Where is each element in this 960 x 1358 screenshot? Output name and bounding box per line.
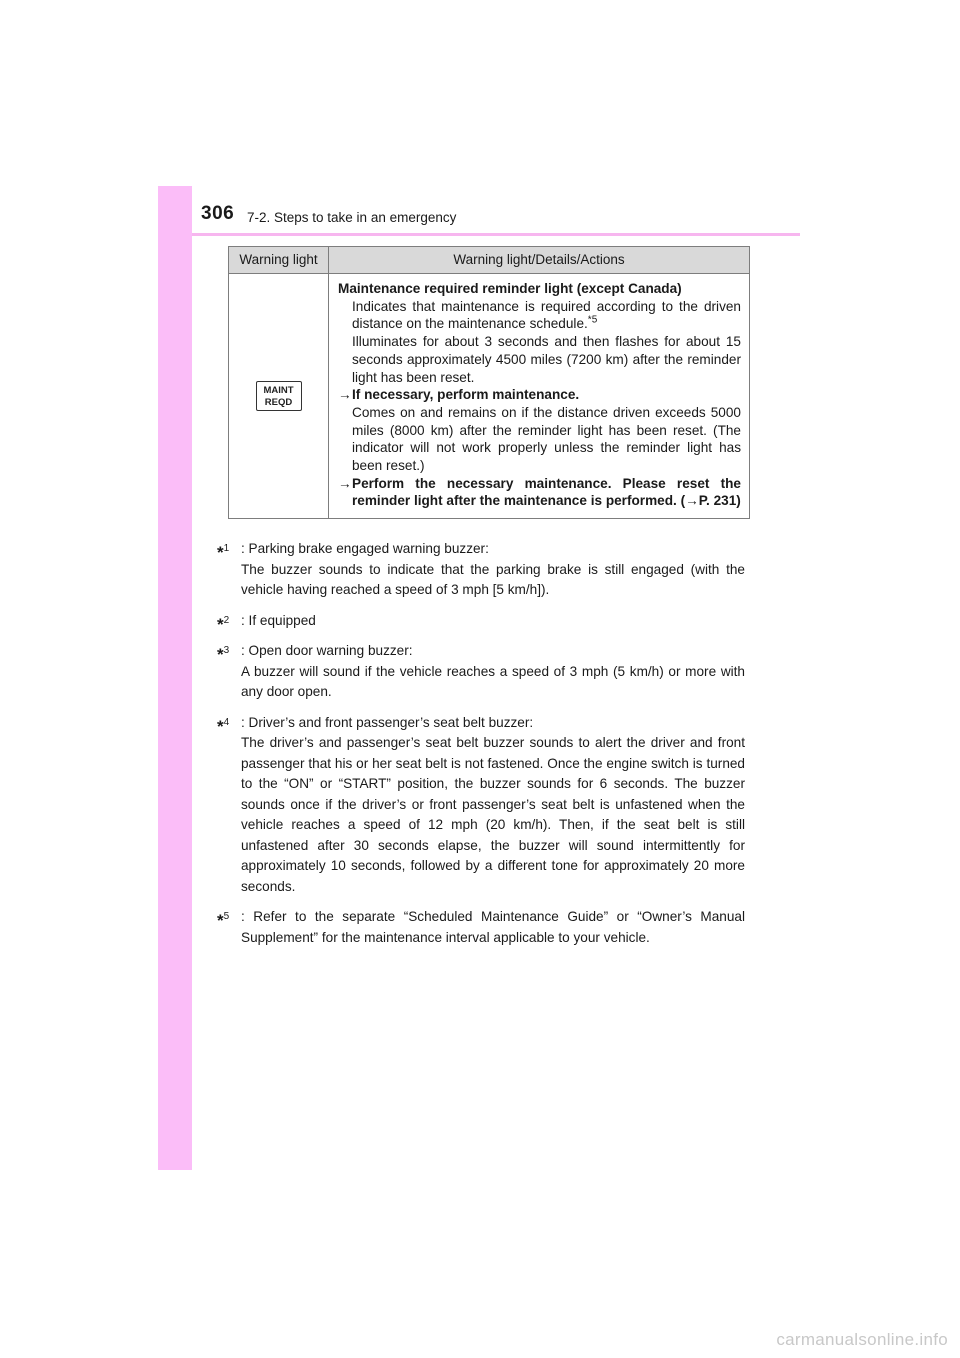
icon-cell: [229, 274, 329, 519]
footnote-text: The buzzer sounds to indicate that the parking brake is still engaged (with the vehicle having reached a speed of 3 mph [5 km/h]).: [241, 561, 745, 597]
column-header-details: Warning light/Details/Actions: [329, 247, 750, 274]
maint-reqd-icon: [256, 381, 302, 411]
page-number: 306: [201, 203, 235, 224]
footnote-2: [217, 611, 745, 632]
footnote-4: [217, 713, 745, 898]
footnote-body: [241, 641, 745, 703]
footnote-body: [241, 539, 745, 601]
table-row: [229, 274, 750, 519]
footnote-1: [217, 539, 745, 601]
watermark: carmanualsonline.info: [776, 1330, 948, 1349]
asterisk: *: [217, 716, 224, 736]
footnote-3: [217, 641, 745, 703]
asterisk: *: [217, 911, 224, 930]
action-1-text: If necessary, perform maintenance.: [352, 387, 580, 403]
description-1-text: Indicates that maintenance is required according to the driven distance on the maintenance schedule.: [352, 298, 741, 332]
column-header-warning-light: Warning light: [229, 247, 329, 274]
icon-text-line2: REQD: [264, 397, 293, 409]
footnote-title: : Parking brake engaged warning buzzer:: [241, 541, 489, 556]
icon-text-line1: MAINT: [263, 385, 294, 397]
footnote-number: 3: [223, 645, 230, 656]
footnote-title: : Refer to the separate “Scheduled Maintenance Guide” or “Owner’s Manual Supplement” for the maintenance interval applicable to your vehicle.: [241, 909, 745, 945]
action-2-text: Perform the necessary maintenance. Please reset the reminder light after the maintenance is performed. (→P. 231): [352, 475, 741, 509]
side-color-band: [158, 186, 192, 1170]
table-header-row: [229, 247, 750, 274]
asterisk: *: [217, 645, 224, 664]
asterisk: *: [217, 614, 224, 634]
footnotes: [217, 539, 745, 958]
action-1: [338, 386, 741, 404]
footnote-marker: [217, 907, 229, 932]
footnote-text: The driver’s and passenger’s seat belt buzzer sounds to alert the driver and front passenger that his or her seat belt is not fastened. Once the engine switch is turned to the “ON” or “START” position, the buzzer sounds for 6 seconds. The buzzer sounds once if the driver’s or front passenger’s seat belt is unfastened when the vehicle reaches a speed of 12 mph (20 km/h). Then, if the seat belt is still unfastened after 30 seconds elapse, the buzzer will sound intermittently for approximately 10 seconds, followed by a different tone for approximately 20 more seconds.: [241, 735, 745, 894]
header-rule: [192, 233, 800, 236]
asterisk: *: [217, 543, 224, 562]
footnote-number: 5: [223, 911, 230, 922]
footnote-ref-5: *5: [587, 314, 598, 326]
section-title: 7-2. Steps to take in an emergency: [247, 210, 457, 225]
footnote-title: : If equipped: [241, 612, 316, 628]
footnote-5: [217, 907, 745, 948]
description-2: Illuminates for about 3 seconds and then flashes for about 15 seconds approximately 4500 miles (7200 km) after the reminder light has been reset.: [352, 334, 741, 385]
arrow-icon: →: [338, 475, 352, 491]
footnote-marker: [217, 641, 229, 666]
footnote-marker: [217, 713, 229, 738]
footnote-marker: [217, 611, 229, 636]
footnote-body: [241, 611, 745, 632]
footnote-text: A buzzer will sound if the vehicle reaches a speed of 3 mph (5 km/h) or more with any door open.: [241, 663, 745, 699]
description-1: [338, 298, 741, 333]
footnote-number: 1: [223, 543, 230, 554]
footnote-body: [241, 907, 745, 948]
footnote-number: 2: [223, 614, 230, 626]
arrow-icon: →: [338, 387, 352, 403]
action-2: [338, 475, 741, 510]
footnote-number: 4: [223, 716, 230, 728]
footnote-title: : Open door warning buzzer:: [241, 643, 413, 658]
description-3: Comes on and remains on if the distance driven exceeds 5000 miles (8000 km) after the reminder light has been reset. (The indicator will not work properly unless the reminder light has been reset.): [352, 404, 741, 474]
footnote-body: [241, 713, 745, 898]
footnote-marker: [217, 539, 229, 564]
footnote-title: : Driver’s and front passenger’s seat belt buzzer:: [241, 714, 534, 730]
detail-cell: [329, 274, 750, 519]
warning-title: Maintenance required reminder light (except Canada): [338, 281, 682, 296]
warning-light-table: [228, 246, 750, 519]
